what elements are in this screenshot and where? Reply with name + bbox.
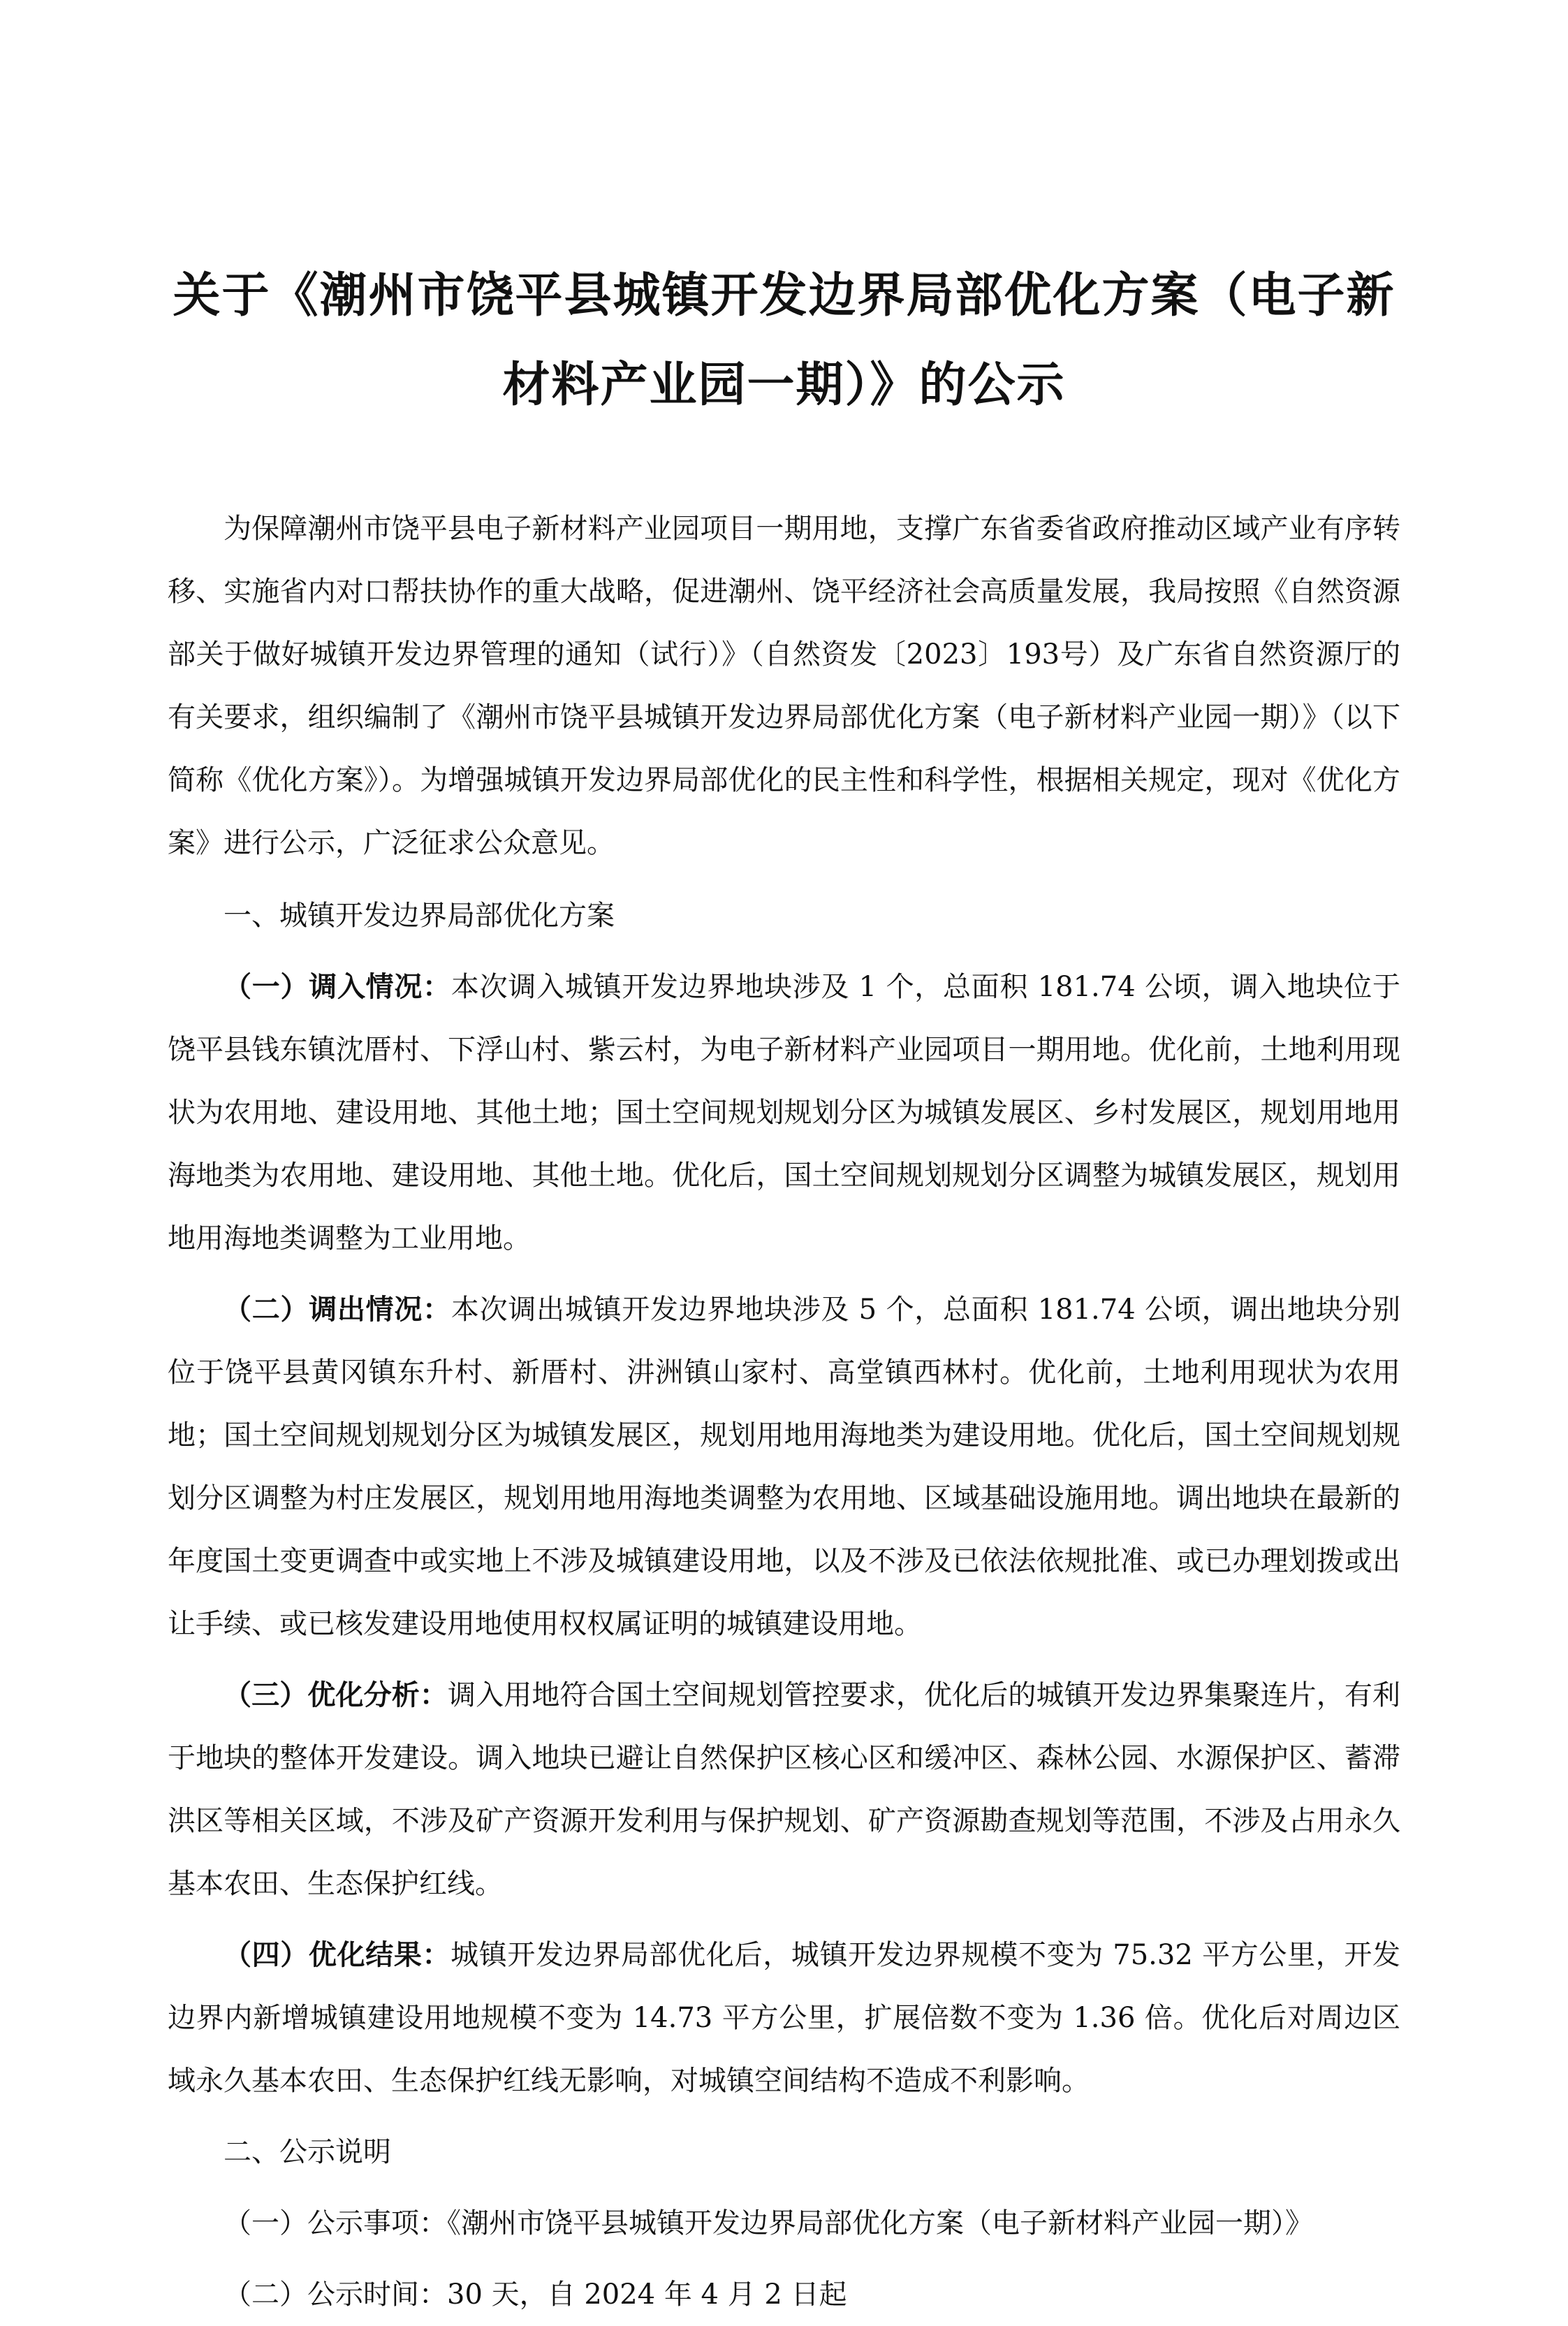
section-1-paragraph-1	[168, 956, 1400, 1270]
paragraph-text: 本次调入城镇开发边界地块涉及 1 个，总面积 181.74 公顷，调入地块位于饶平县钱东镇沈厝村、下浮山村、紫云村，为电子新材料产业园项目一期用地。优化前，土地利用现状为农用地、建设用地、其他土地；国土空间规划规划分区为城镇发展区、乡村发展区，规划用地用海地类为农用地、建设用地、其他土地。优化后，国土空间规划规划分区调整为城镇发展区，规划用地用海地类调整为工业用地。	[168, 971, 1401, 1255]
paragraph-text: 城镇开发边界局部优化后，城镇开发边界规模不变为 75.32 平方公里，开发边界内新增城镇建设用地规模不变为 14.73 平方公里，扩展倍数不变为 1.36 倍。优化后对周边区域永久基本农田、生态保护红线无影响，对城镇空间结构不造成不利影响。	[168, 1939, 1400, 2097]
section-1-paragraph-4	[168, 1924, 1400, 2112]
paragraph-lead: （二）调出情况：	[224, 1293, 451, 1326]
title-line-2: 材料产业园一期）》的公示	[502, 358, 1066, 413]
section-1-paragraph-3	[168, 1664, 1400, 1915]
paragraph-lead: （四）优化结果：	[224, 1938, 451, 1971]
section-1-paragraph-2	[168, 1278, 1400, 1655]
section-2-paragraph-2: （二）公示时间：30 天，自 2024 年 4 月 2 日起	[224, 2279, 847, 2311]
paragraph-lead: （三）优化分析：	[224, 1678, 448, 1711]
paragraph-lead: （一）调入情况：	[224, 970, 451, 1003]
section-2-paragraph-1: （一）公示事项：《潮州市饶平县城镇开发边界局部优化方案（电子新材料产业园一期）》	[224, 2207, 1313, 2239]
paragraph-text: 本次调出城镇开发边界地块涉及 5 个，总面积 181.74 公顷，调出地块分别位于饶平县黄冈镇东升村、新厝村、汫洲镇山家村、高堂镇西林村。优化前，土地利用现状为农用地；国土空间规划规划分区为城镇发展区，规划用地用海地类为建设用地。优化后，国土空间规划规划分区调整为村庄发展区，规划用地用海地类调整为农用地、区域基础设施用地。调出地块在最新的年度国土变更调查中或实地上不涉及城镇建设用地，以及不涉及已依法依规批准、或已办理划拨或出让手续、或已核发建设用地使用权权属证明的城镇建设用地。	[168, 1294, 1401, 1640]
title-line-1: 关于《潮州市饶平县城镇开发边界局部优化方案（电子新	[173, 268, 1395, 323]
document-title	[168, 251, 1400, 430]
paragraph-text: 调入用地符合国土空间规划管控要求，优化后的城镇开发边界集聚连片，有利于地块的整体开发建设。调入地块已避让自然保护区核心区和缓冲区、森林公园、水源保护区、蓄滞洪区等相关区域，不涉及矿产资源开发利用与保护规划、矿产资源勘查规划等范围，不涉及占用永久基本农田、生态保护红线。	[168, 1679, 1401, 1900]
document-body	[168, 497, 1400, 2326]
section-2-heading: 二、公示说明	[224, 2136, 391, 2168]
intro-paragraph: 为保障潮州市饶平县电子新材料产业园项目一期用地，支撑广东省委省政府推动区域产业有序转移、实施省内对口帮扶协作的重大战略，促进潮州、饶平经济社会高质量发展，我局按照《自然资源部关于做好城镇开发边界管理的通知（试行）》（自然资发〔2023〕193号）及广东省自然资源厅的有关要求，组织编制了《潮州市饶平县城镇开发边界局部优化方案（电子新材料产业园一期）》（以下简称《优化方案》）。为增强城镇开发边界局部优化的民主性和科学性，根据相关规定，现对《优化方案》进行公示，广泛征求公众意见。	[168, 513, 1400, 859]
section-1-heading: 一、城镇开发边界局部优化方案	[224, 900, 615, 932]
